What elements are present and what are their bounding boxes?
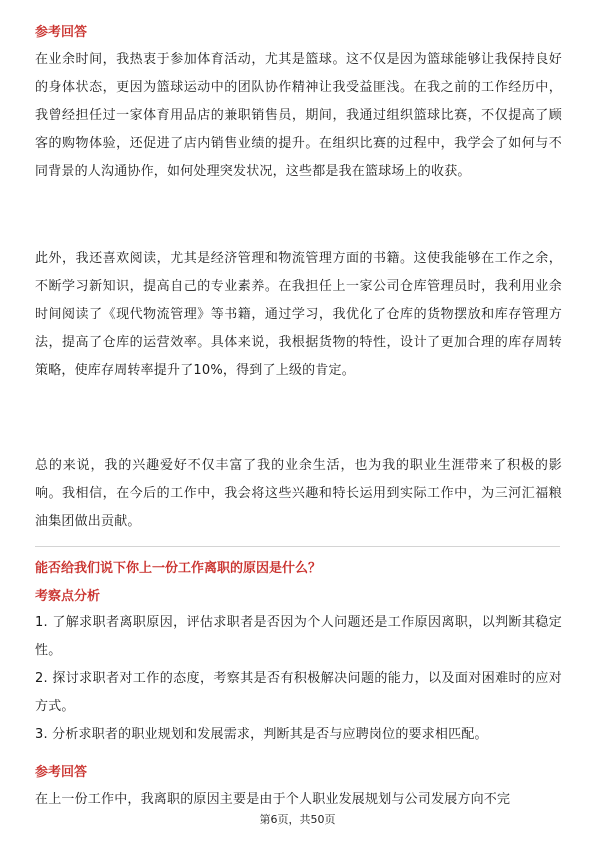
answer-paragraph-2: 此外，我还喜欢阅读，尤其是经济管理和物流管理方面的书籍。这使我能够在工作之余，不断学习新知识，提高自己的专业素养。在我担任上一家公司仓库管理员时，我利用业余时间阅读了《现代物流管理》等书籍，通过学习，我优化了仓库的货物摆放和库存管理方法，提高了仓库的运营效率。具体来说，我根据货物的特性，设计了更加合理的库存周转策略，使库存周转率提升了10%，得到了上级的肯定。 xyxy=(35,251,562,378)
answer-paragraph-start: 在上一份工作中，我离职的原因主要是由于个人职业发展规划与公司发展方向不完 xyxy=(35,792,511,807)
answer-paragraph-3: 总的来说，我的兴趣爱好不仅丰富了我的业余生活，也为我的职业生涯带来了积极的影响。我相信，在今后的工作中，我会将这些兴趣和特长运用到实际工作中，为三河汇福粮油集团做出贡献。 xyxy=(35,458,562,529)
answer-paragraph-1: 在业余时间，我热衷于参加体育活动，尤其是篮球。这不仅是因为篮球能够让我保持良好的身体状态，更因为篮球运动中的团队协作精神让我受益匪浅。在我之前的工作经历中，我曾经担任过一家体育用品店的兼职销售员，期间，我通过组织篮球比赛，不仅提高了顾客的购物体验，还促进了店内销售业绩的提升。在组织比赛的过程中，我学会了如何与不同背景的人沟通协作，如何处理突发状况，这些都是我在篮球场上的收获。 xyxy=(35,52,562,179)
page-footer: 第6页，共50页 xyxy=(259,813,336,826)
analysis-point-3: 3. 分析求职者的职业规划和发展需求，判断其是否与应聘岗位的要求相匹配。 xyxy=(35,727,488,742)
answer-heading: 参考回答 xyxy=(35,25,88,40)
analysis-point-2: 2. 探讨求职者对工作的态度，考察其是否有积极解决问题的能力，以及面对困难时的应对方式。 xyxy=(35,671,562,714)
answer-heading-2: 参考回答 xyxy=(35,765,88,780)
question-heading: 能否给我们说下你上一份工作离职的原因是什么？ xyxy=(35,561,322,576)
analysis-heading: 考察点分析 xyxy=(35,589,101,604)
section-divider xyxy=(35,546,560,547)
analysis-point-1: 1. 了解求职者离职原因，评估求职者是否因为个人问题还是工作原因离职，以判断其稳定性。 xyxy=(35,615,562,658)
